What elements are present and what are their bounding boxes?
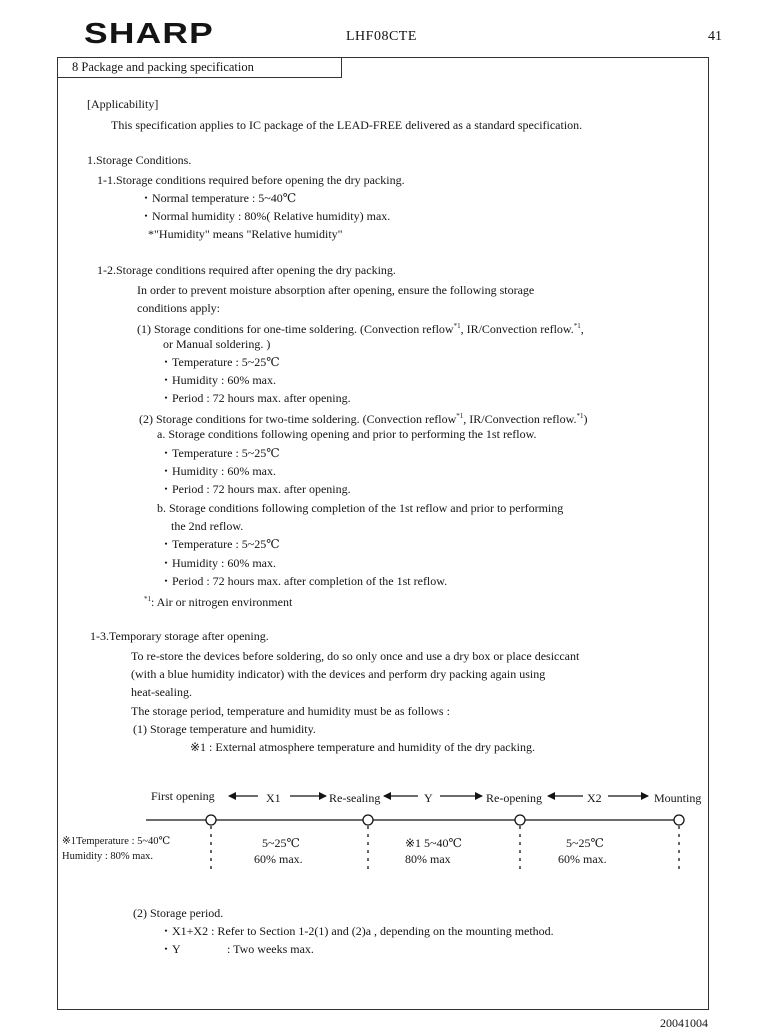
s13-item2-x: ・X1+X2 : Refer to Section 1-2(1) and (2)a , depending on the mounting method. — [160, 924, 554, 938]
s12-c1-temperature: ・Temperature : 5~25℃ — [160, 355, 280, 369]
s12-c2-a-period: ・Period : 72 hours max. after opening. — [160, 482, 351, 496]
footer-date: 20041004 — [660, 1016, 708, 1030]
cond4-temperature: 5~25℃ — [566, 836, 604, 850]
s13-item1-note: ※1 : External atmosphere temperature and humidity of the dry packing. — [190, 740, 535, 754]
interval-x1: X1 — [266, 791, 281, 805]
node-re-opening — [515, 815, 525, 825]
s12-c1-line1: (1) Storage conditions for one-time soldering. (Convection reflow$^{*1}$, IR/Convection reflow.$^{*1}$, — [137, 322, 584, 336]
cond3-humidity: 80% max — [405, 852, 451, 866]
s13-item1: (1) Storage temperature and humidity. — [133, 722, 316, 736]
cond4-humidity: 60% max. — [558, 852, 607, 866]
s12-c2-a-temperature: ・Temperature : 5~25℃ — [160, 446, 280, 460]
s12-c2-a-heading: a. Storage conditions following opening and prior to performing the 1st reflow. — [157, 427, 537, 441]
s12-c2-b-humidity: ・Humidity : 60% max. — [160, 556, 276, 570]
document-id: LHF08CTE — [346, 29, 417, 44]
s13-item2-y-label: ・Y — [160, 942, 181, 956]
s12-c2-b-temperature: ・Temperature : 5~25℃ — [160, 537, 280, 551]
applicability-heading: [Applicability] — [87, 97, 159, 111]
s12-c1-line2: or Manual soldering. ) — [163, 337, 271, 351]
s11-heading: 1-1.Storage conditions required before opening the dry packing. — [97, 173, 405, 187]
s11-humidity: ・Normal humidity : 80%( Relative humidity) max. — [140, 209, 391, 223]
stage-first-opening: First opening — [151, 789, 215, 803]
cond1-temperature: ※1Temperature : 5~40℃ — [62, 836, 171, 847]
s11-temperature: ・Normal temperature : 5~40℃ — [140, 191, 297, 205]
stage-re-opening: Re-opening — [486, 791, 542, 805]
cond2-temperature: 5~25℃ — [262, 836, 300, 850]
section-title: 8 Package and packing specification — [72, 60, 254, 74]
node-mounting — [674, 815, 684, 825]
s12-c2-b-heading-line1: b. Storage conditions following completion of the 1st reflow and prior to performing — [157, 501, 564, 515]
s12-c2-a-humidity: ・Humidity : 60% max. — [160, 464, 276, 478]
cond2-humidity: 60% max. — [254, 852, 303, 866]
s13-para-line1: To re-store the devices before soldering, do so only once and use a dry box or place desiccant — [131, 649, 580, 663]
interval-y: Y — [424, 791, 433, 805]
s12-c2-line1: (2) Storage conditions for two-time soldering. (Convection reflow$^{*1}$, IR/Convection reflow.$^{*1}$) — [139, 412, 588, 426]
s12-intro-line1: In order to prevent moisture absorption after opening, ensure the following storage — [137, 283, 535, 297]
stage-mounting: Mounting — [654, 791, 702, 805]
s12-intro-line2: conditions apply: — [137, 301, 220, 315]
s13-para-line2: (with a blue humidity indicator) with the devices and perform dry packing again using — [131, 667, 546, 681]
s13-para-line4: The storage period, temperature and humidity must be as follows : — [131, 704, 450, 718]
s12-c2-b-period: ・Period : 72 hours max. after completion of the 1st reflow. — [160, 574, 448, 588]
storage-heading: 1.Storage Conditions. — [87, 153, 192, 167]
cond1-humidity: Humidity : 80% max. — [62, 851, 153, 862]
s13-item2: (2) Storage period. — [133, 906, 224, 920]
node-first-opening — [206, 815, 216, 825]
stage-re-sealing: Re-sealing — [329, 791, 381, 805]
s12-footnote: $^{*1}$: Air or nitrogen environment — [144, 595, 293, 609]
page-number: 41 — [708, 29, 722, 44]
node-re-sealing — [363, 815, 373, 825]
s13-para-line3: heat-sealing. — [131, 685, 192, 699]
s13-heading: 1-3.Temporary storage after opening. — [90, 629, 269, 643]
s11-note: *"Humidity" means "Relative humidity" — [148, 227, 343, 241]
applicability-text: This specification applies to IC package of the LEAD-FREE delivered as a standard specification. — [111, 118, 583, 132]
s12-c2-b-heading-line2: the 2nd reflow. — [171, 519, 244, 533]
s13-item2-y-value: : Two weeks max. — [227, 942, 314, 956]
s12-c1-humidity: ・Humidity : 60% max. — [160, 373, 276, 387]
cond3-temperature: ※1 5~40℃ — [405, 836, 462, 850]
s12-c1-period: ・Period : 72 hours max. after opening. — [160, 391, 351, 405]
interval-x2: X2 — [587, 791, 602, 805]
s12-heading: 1-2.Storage conditions required after opening the dry packing. — [97, 263, 396, 277]
sharp-logo: SHARP — [84, 18, 214, 50]
